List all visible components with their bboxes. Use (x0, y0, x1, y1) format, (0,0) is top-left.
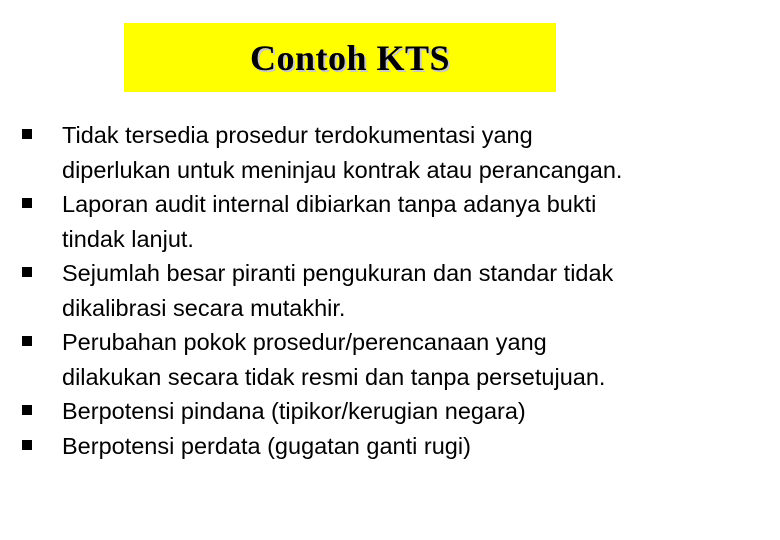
list-item (22, 429, 762, 464)
square-bullet-icon (22, 198, 32, 208)
list-item (22, 256, 762, 325)
bullet-text (62, 394, 752, 429)
bullet-list (22, 118, 762, 463)
bullet-text (62, 187, 752, 256)
bullet-text-line: dilakukan secara tidak resmi dan tanpa persetujuan. (62, 363, 606, 390)
bullet-text-line: Laporan audit internal dibiarkan tanpa adanya bukti (62, 191, 597, 217)
bullet-text (62, 429, 752, 464)
slide-title: Contoh KTS (249, 37, 451, 78)
square-bullet-icon (22, 129, 32, 139)
bullet-text-line: diperlukan untuk meninjau kontrak atau perancangan. (62, 156, 623, 183)
bullet-text-line: tindak lanjut. (62, 225, 194, 252)
title-box (124, 23, 556, 92)
list-item (22, 325, 762, 394)
bullet-text-line: Berpotensi perdata (gugatan ganti rugi) (62, 432, 471, 459)
list-item (22, 394, 762, 429)
bullet-text (62, 256, 752, 325)
square-bullet-icon (22, 267, 32, 277)
bullet-text (62, 118, 752, 187)
square-bullet-icon (22, 405, 32, 415)
square-bullet-icon (22, 336, 32, 346)
bullet-text-line: dikalibrasi secara mutakhir. (62, 294, 346, 321)
bullet-text-line: Sejumlah besar piranti pengukuran dan standar tidak (62, 260, 614, 286)
list-item (22, 118, 762, 187)
list-item (22, 187, 762, 256)
bullet-text-line: Berpotensi pindana (tipikor/kerugian negara) (62, 398, 526, 424)
bullet-text-line: Tidak tersedia prosedur terdokumentasi yang (62, 122, 533, 148)
square-bullet-icon (22, 440, 32, 450)
bullet-text-line: Perubahan pokok prosedur/perencanaan yang (62, 329, 547, 355)
bullet-text (62, 325, 752, 394)
